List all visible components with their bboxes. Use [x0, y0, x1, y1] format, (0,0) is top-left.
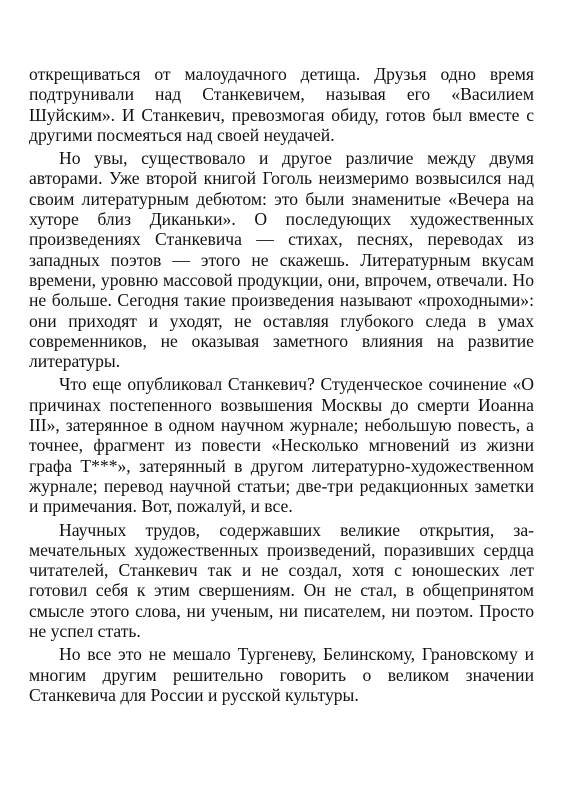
- paragraph-gogol-difference: Но увы, существовало и другое различие между двумя авторами. Уже второй книгой Гоголь неизмеримо возвысился над своим литературным дебютом: это были знаменитые «Вечера на хуторе близ Диканьки». О последующих художественных произведениях Станкевича — стихах, песнях, переводах из западных поэтов — этого не скажешь. Литературным вкусам времени, уровню массовой продукции, они, впрочем, отвечали. Но не больше. Сегодня такие произведения называют «проходными»: они приходят и уходят, не оставляя глубокого следа в умах современников, не оказывая заметного влияния на развитие литературы.: [29, 148, 534, 372]
- paragraph-continued: открещиваться от малоудачного детища. Друзья одно время подтрунивали над Станкевичем, называя его «Василием Шуйским». И Станкевич, превозмогая обиду, готов был вместе с другими посмеяться над своей неудачей.: [29, 64, 534, 145]
- book-page-text: [29, 64, 534, 708]
- paragraph-significance: Но все это не мешало Тургеневу, Белинскому, Грановскому и многим другим решительно говорить о великом значении Станкевича для России и русской культуры.: [29, 644, 534, 705]
- paragraph-scholarly-works: Научных трудов, содержавших великие открытия, замечательных художественных произведений, поразивших сердца читателей, Станкевич так и не создал, хотя с юношеских лет готовил себя к этим свершениям. Он не стал, в общепринятом смысле этого слова, ни ученым, ни писателем, ни поэтом. Просто не успел стать.: [29, 519, 534, 642]
- paragraph-publications: Что еще опубликовал Станкевич? Студенческое сочинение «О причинах постепенного возвышения Москвы до смерти Иоанна III», затерянное в одном научном журнале; небольшую повесть, а точнее, фрагмент из повести «Несколько мгновений из жизни графа Т***», затерянный в другом литературно-художественном журнале; перевод научной статьи; две-три редакционных заметки и примечания. Вот, пожалуй, и все.: [29, 374, 534, 517]
